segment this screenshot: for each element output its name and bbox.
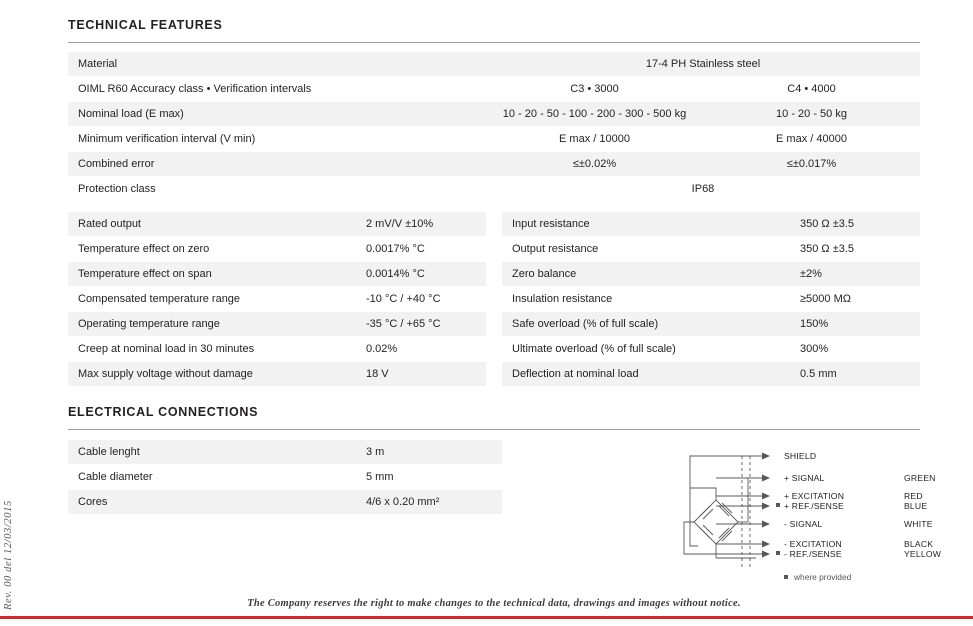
table-row <box>68 440 502 465</box>
wire-label-positive-ref-sense: + REF./SENSE <box>784 501 844 511</box>
row-value-c3: ≤±0.02% <box>486 152 703 177</box>
row-value-c3: E max / 10000 <box>486 127 703 152</box>
row-value: 3 m <box>356 440 502 465</box>
table-row <box>68 237 486 262</box>
row-value-c4: 10 - 20 - 50 kg <box>703 102 920 127</box>
table-row <box>502 287 920 312</box>
table-row <box>68 127 920 152</box>
row-value: 4/6 x 0.20 mm² <box>356 490 502 515</box>
wire-color-positive-signal: GREEN <box>904 473 936 483</box>
row-label: Max supply voltage without damage <box>68 362 356 387</box>
row-label: Protection class <box>68 177 486 202</box>
row-value: 350 Ω ±3.5 <box>790 212 920 237</box>
row-value-c4: C4 • 4000 <box>703 77 920 102</box>
row-value: ±2% <box>790 262 920 287</box>
row-label: Temperature effect on zero <box>68 237 356 262</box>
row-value: 18 V <box>356 362 486 387</box>
table-row <box>502 262 920 287</box>
table-row <box>68 52 920 77</box>
wire-color-negative-signal: WHITE <box>904 519 933 529</box>
table-row <box>68 77 920 102</box>
table-row <box>68 490 502 515</box>
table-row <box>502 312 920 337</box>
row-value-span: 17-4 PH Stainless steel <box>486 52 920 77</box>
wire-color-negative-excitation: BLACK <box>904 539 934 549</box>
row-value: 0.02% <box>356 337 486 362</box>
table-row <box>68 465 502 490</box>
row-label: Nominal load (E max) <box>68 102 486 127</box>
wire-label-positive-excitation: + EXCITATION <box>784 491 845 501</box>
revision-text: Rev. 00 del 12/03/2015 <box>3 500 14 610</box>
technical-features-left-table <box>68 212 486 387</box>
table-row <box>68 212 486 237</box>
wiring-footnote: where provided <box>794 572 852 582</box>
table-row <box>68 152 920 177</box>
row-label: OIML R60 Accuracy class • Verification intervals <box>68 77 486 102</box>
row-label: Zero balance <box>502 262 790 287</box>
wire-label-negative-ref-sense: - REF./SENSE <box>784 549 842 559</box>
section-divider-technical <box>68 42 920 43</box>
table-row <box>502 337 920 362</box>
row-value: ≥5000 MΩ <box>790 287 920 312</box>
wire-color-positive-ref-sense: BLUE <box>904 501 928 511</box>
row-label: Operating temperature range <box>68 312 356 337</box>
wire-label-shield: SHIELD <box>784 451 817 461</box>
row-value-span: IP68 <box>486 177 920 202</box>
table-row <box>502 212 920 237</box>
table-row <box>68 177 920 202</box>
table-row <box>68 312 486 337</box>
table-row <box>68 337 486 362</box>
row-label: Output resistance <box>502 237 790 262</box>
technical-features-right-table <box>502 212 920 387</box>
table-row <box>68 262 486 287</box>
table-row <box>502 237 920 262</box>
table-row <box>68 362 486 387</box>
table-row <box>68 287 486 312</box>
section-title-technical-features: TECHNICAL FEATURES <box>68 18 223 32</box>
wire-color-negative-ref-sense: YELLOW <box>904 549 942 559</box>
wire-label-positive-signal: + SIGNAL <box>784 473 825 483</box>
row-value-c4: ≤±0.017% <box>703 152 920 177</box>
row-value: 0.0014% °C <box>356 262 486 287</box>
row-label: Material <box>68 52 486 77</box>
row-value: 0.0017% °C <box>356 237 486 262</box>
row-label: Cable diameter <box>68 465 356 490</box>
electrical-connections-table <box>68 440 502 515</box>
row-label: Temperature effect on span <box>68 262 356 287</box>
row-value: 150% <box>790 312 920 337</box>
row-value: 350 Ω ±3.5 <box>790 237 920 262</box>
row-label: Safe overload (% of full scale) <box>502 312 790 337</box>
row-value-c3: 10 - 20 - 50 - 100 - 200 - 300 - 500 kg <box>486 102 703 127</box>
row-label: Input resistance <box>502 212 790 237</box>
row-label: Cable lenght <box>68 440 356 465</box>
technical-features-main-table <box>68 52 920 202</box>
row-label: Combined error <box>68 152 486 177</box>
wire-label-negative-signal: - SIGNAL <box>784 519 823 529</box>
row-label: Rated output <box>68 212 356 237</box>
section-divider-electrical <box>68 429 920 430</box>
section-title-electrical-connections: ELECTRICAL CONNECTIONS <box>68 405 259 419</box>
row-label: Creep at nominal load in 30 minutes <box>68 337 356 362</box>
row-value: 300% <box>790 337 920 362</box>
row-value-c3: C3 • 3000 <box>486 77 703 102</box>
legal-disclaimer: The Company reserves the right to make changes to the technical data, drawings and images without notice. <box>247 598 741 609</box>
row-label: Minimum verification interval (V min) <box>68 127 486 152</box>
wire-label-negative-excitation: - EXCITATION <box>784 539 842 549</box>
wire-color-positive-excitation: RED <box>904 491 923 501</box>
row-value: 5 mm <box>356 465 502 490</box>
row-value: -10 °C / +40 °C <box>356 287 486 312</box>
row-value: 0.5 mm <box>790 362 920 387</box>
row-value: -35 °C / +65 °C <box>356 312 486 337</box>
wiring-diagram-graphic <box>676 436 973 586</box>
row-label: Insulation resistance <box>502 287 790 312</box>
row-label: Cores <box>68 490 356 515</box>
table-row <box>68 102 920 127</box>
row-label: Deflection at nominal load <box>502 362 790 387</box>
row-label: Ultimate overload (% of full scale) <box>502 337 790 362</box>
row-value: 2 mV/V ±10% <box>356 212 486 237</box>
footer-bar <box>0 619 973 626</box>
row-label: Compensated temperature range <box>68 287 356 312</box>
table-row <box>502 362 920 387</box>
row-value-c4: E max / 40000 <box>703 127 920 152</box>
wiring-diagram <box>676 436 973 586</box>
